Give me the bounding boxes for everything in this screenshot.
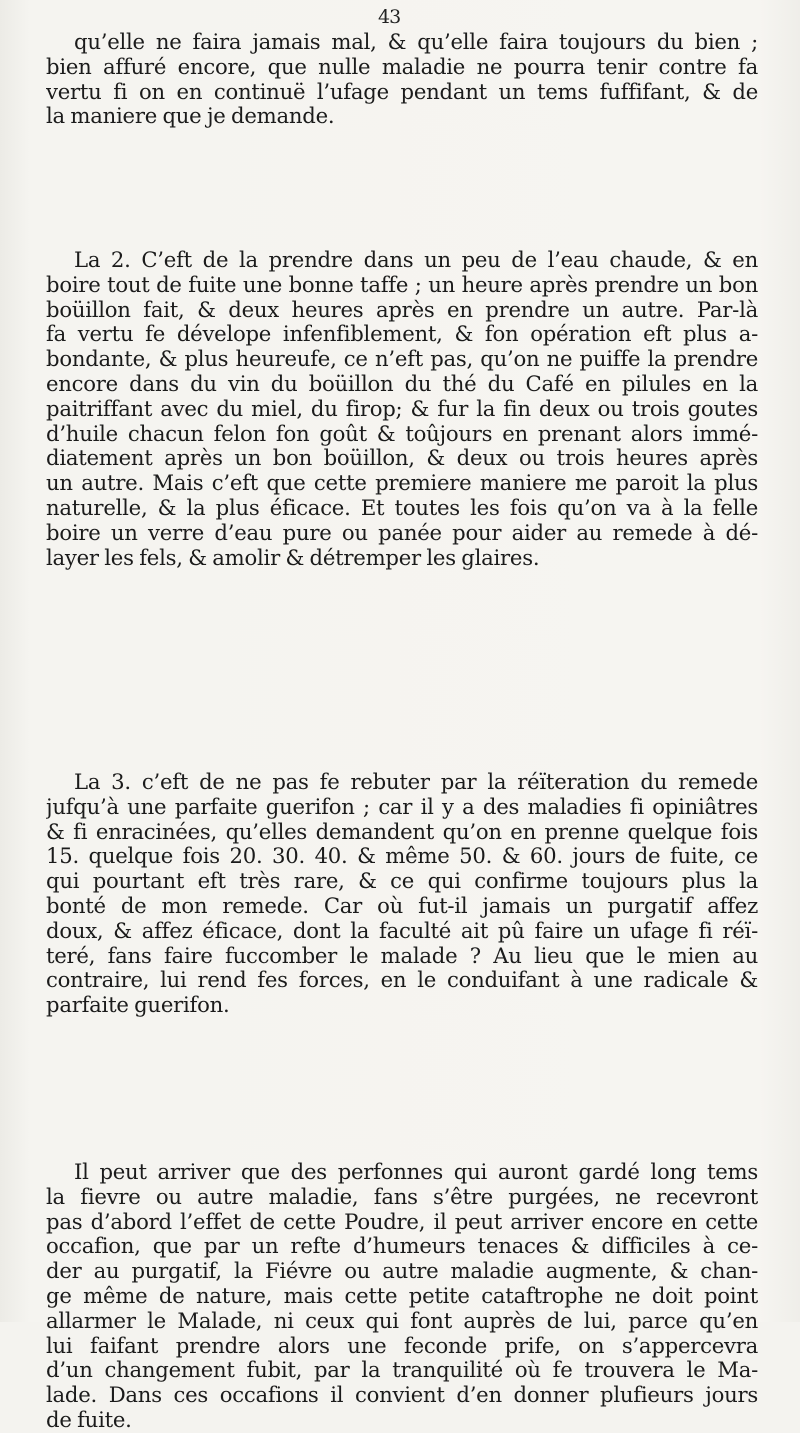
- text-line: boüillon fait, & deux heures après en prendre un autre. Par-là: [46, 297, 758, 322]
- text-line: contraire, lui rend fes forces, en le conduifant à une radicale &: [46, 968, 758, 993]
- text-line: la fievre ou autre maladie, fans s’être purgées, ne recevront: [46, 1184, 758, 1209]
- text-line: boire un verre d’eau pure ou panée pour aider au remede à dé-: [46, 520, 758, 545]
- text-line: pas d’abord l’effet de cette Poudre, il peut arriver encore en cette: [46, 1209, 758, 1234]
- text-line: encore dans du vin du boüillon du thé du Café en pilules en la: [46, 371, 758, 396]
- text-line: La 2. C’eft de la prendre dans un peu de l’eau chaude, & en: [74, 248, 758, 272]
- text-line: d’un changement fubit, par la tranquilité où fe trouvera le Ma-: [46, 1358, 758, 1383]
- text-line: ge même de nature, mais cette petite cataftrophe ne doit point: [46, 1283, 758, 1308]
- text-line: jufqu’à une parfaite guerifon ; car il y a des maladies fi opiniâtres: [46, 794, 758, 819]
- text-line: de fuite.: [46, 1407, 132, 1432]
- text-line: paitriffant avec du miel, du firop; & fur la fin deux ou trois goutes: [46, 396, 758, 421]
- text-line: diatement après un bon boüillon, & deux ou trois heures après: [46, 446, 758, 471]
- text-line: teré, fans faire fuccomber le malade ? Au lieu que le mien au: [46, 943, 758, 968]
- paragraph-2: [46, 248, 758, 570]
- text-line: allarmer le Malade, ni ceux qui font auprès de lui, parce qu’en: [46, 1308, 758, 1333]
- text-line: layer les fels, & amolir & détremper les glaires.: [46, 545, 540, 570]
- text-line: parfaite guerifon.: [46, 993, 230, 1018]
- text-line: La 3. c’eft de ne pas fe rebuter par la réïteration du remede: [74, 770, 758, 794]
- text-line: boire tout de fuite une bonne taffe ; un heure après prendre un bon: [46, 272, 758, 297]
- text-line: der au purgatif, la Fiévre ou autre maladie augmente, & chan-: [46, 1259, 758, 1284]
- text-line: doux, & affez éficace, dont la faculté ait pû faire un ufage fi réï-: [46, 918, 758, 943]
- text-line: fa vertu fe dévelope infenfiblement, & fon opération eft plus a-: [46, 322, 758, 347]
- text-line: qui pourtant eft très rare, & ce qui confirme toujours plus la: [46, 869, 758, 894]
- text-line: qu’elle ne faira jamais mal, & qu’elle faira toujours du bien ;: [74, 30, 758, 54]
- text-line: Il peut arriver que des perfonnes qui auront gardé long tems: [74, 1160, 758, 1184]
- paragraph-3: [46, 770, 758, 1018]
- text-line: bondante, & plus heureufe, ce n’eft pas, qu’on ne puiffe la prendre: [46, 347, 758, 372]
- text-line: lui faifant prendre alors une feconde prife, on s’appercevra: [46, 1333, 758, 1358]
- text-line: naturelle, & la plus éficace. Et toutes les fois qu’on va à la felle: [46, 495, 758, 520]
- text-line: la maniere que je demande.: [46, 104, 335, 129]
- text-line: vertu fi on en continuë l’ufage pendant un tems fuffifant, & de: [46, 79, 758, 104]
- text-line: lade. Dans ces occafions il convient d’en donner plufieurs jours: [46, 1383, 758, 1408]
- page-number: 43: [378, 6, 401, 28]
- text-line: 15. quelque fois 20. 30. 40. & même 50. & 60. jours de fuite, ce: [46, 844, 758, 869]
- paragraph-4: [46, 1160, 758, 1433]
- text-line: d’huile chacun felon fon goût & toûjours en prenant alors immé-: [46, 421, 758, 446]
- text-line: & fi enracinées, qu’elles demandent qu’on en prenne quelque fois: [46, 819, 758, 844]
- text-line: bonté de mon remede. Car où fut-il jamais un purgatif affez: [46, 893, 758, 918]
- text-line: bien affuré encore, que nulle maladie ne pourra tenir contre fa: [46, 54, 758, 79]
- text-line: occafion, que par un refte d’humeurs tenaces & difficiles à ce-: [46, 1234, 758, 1259]
- paragraph-1: [46, 30, 758, 129]
- text-line: un autre. Mais c’eft que cette premiere maniere me paroit la plus: [46, 471, 758, 496]
